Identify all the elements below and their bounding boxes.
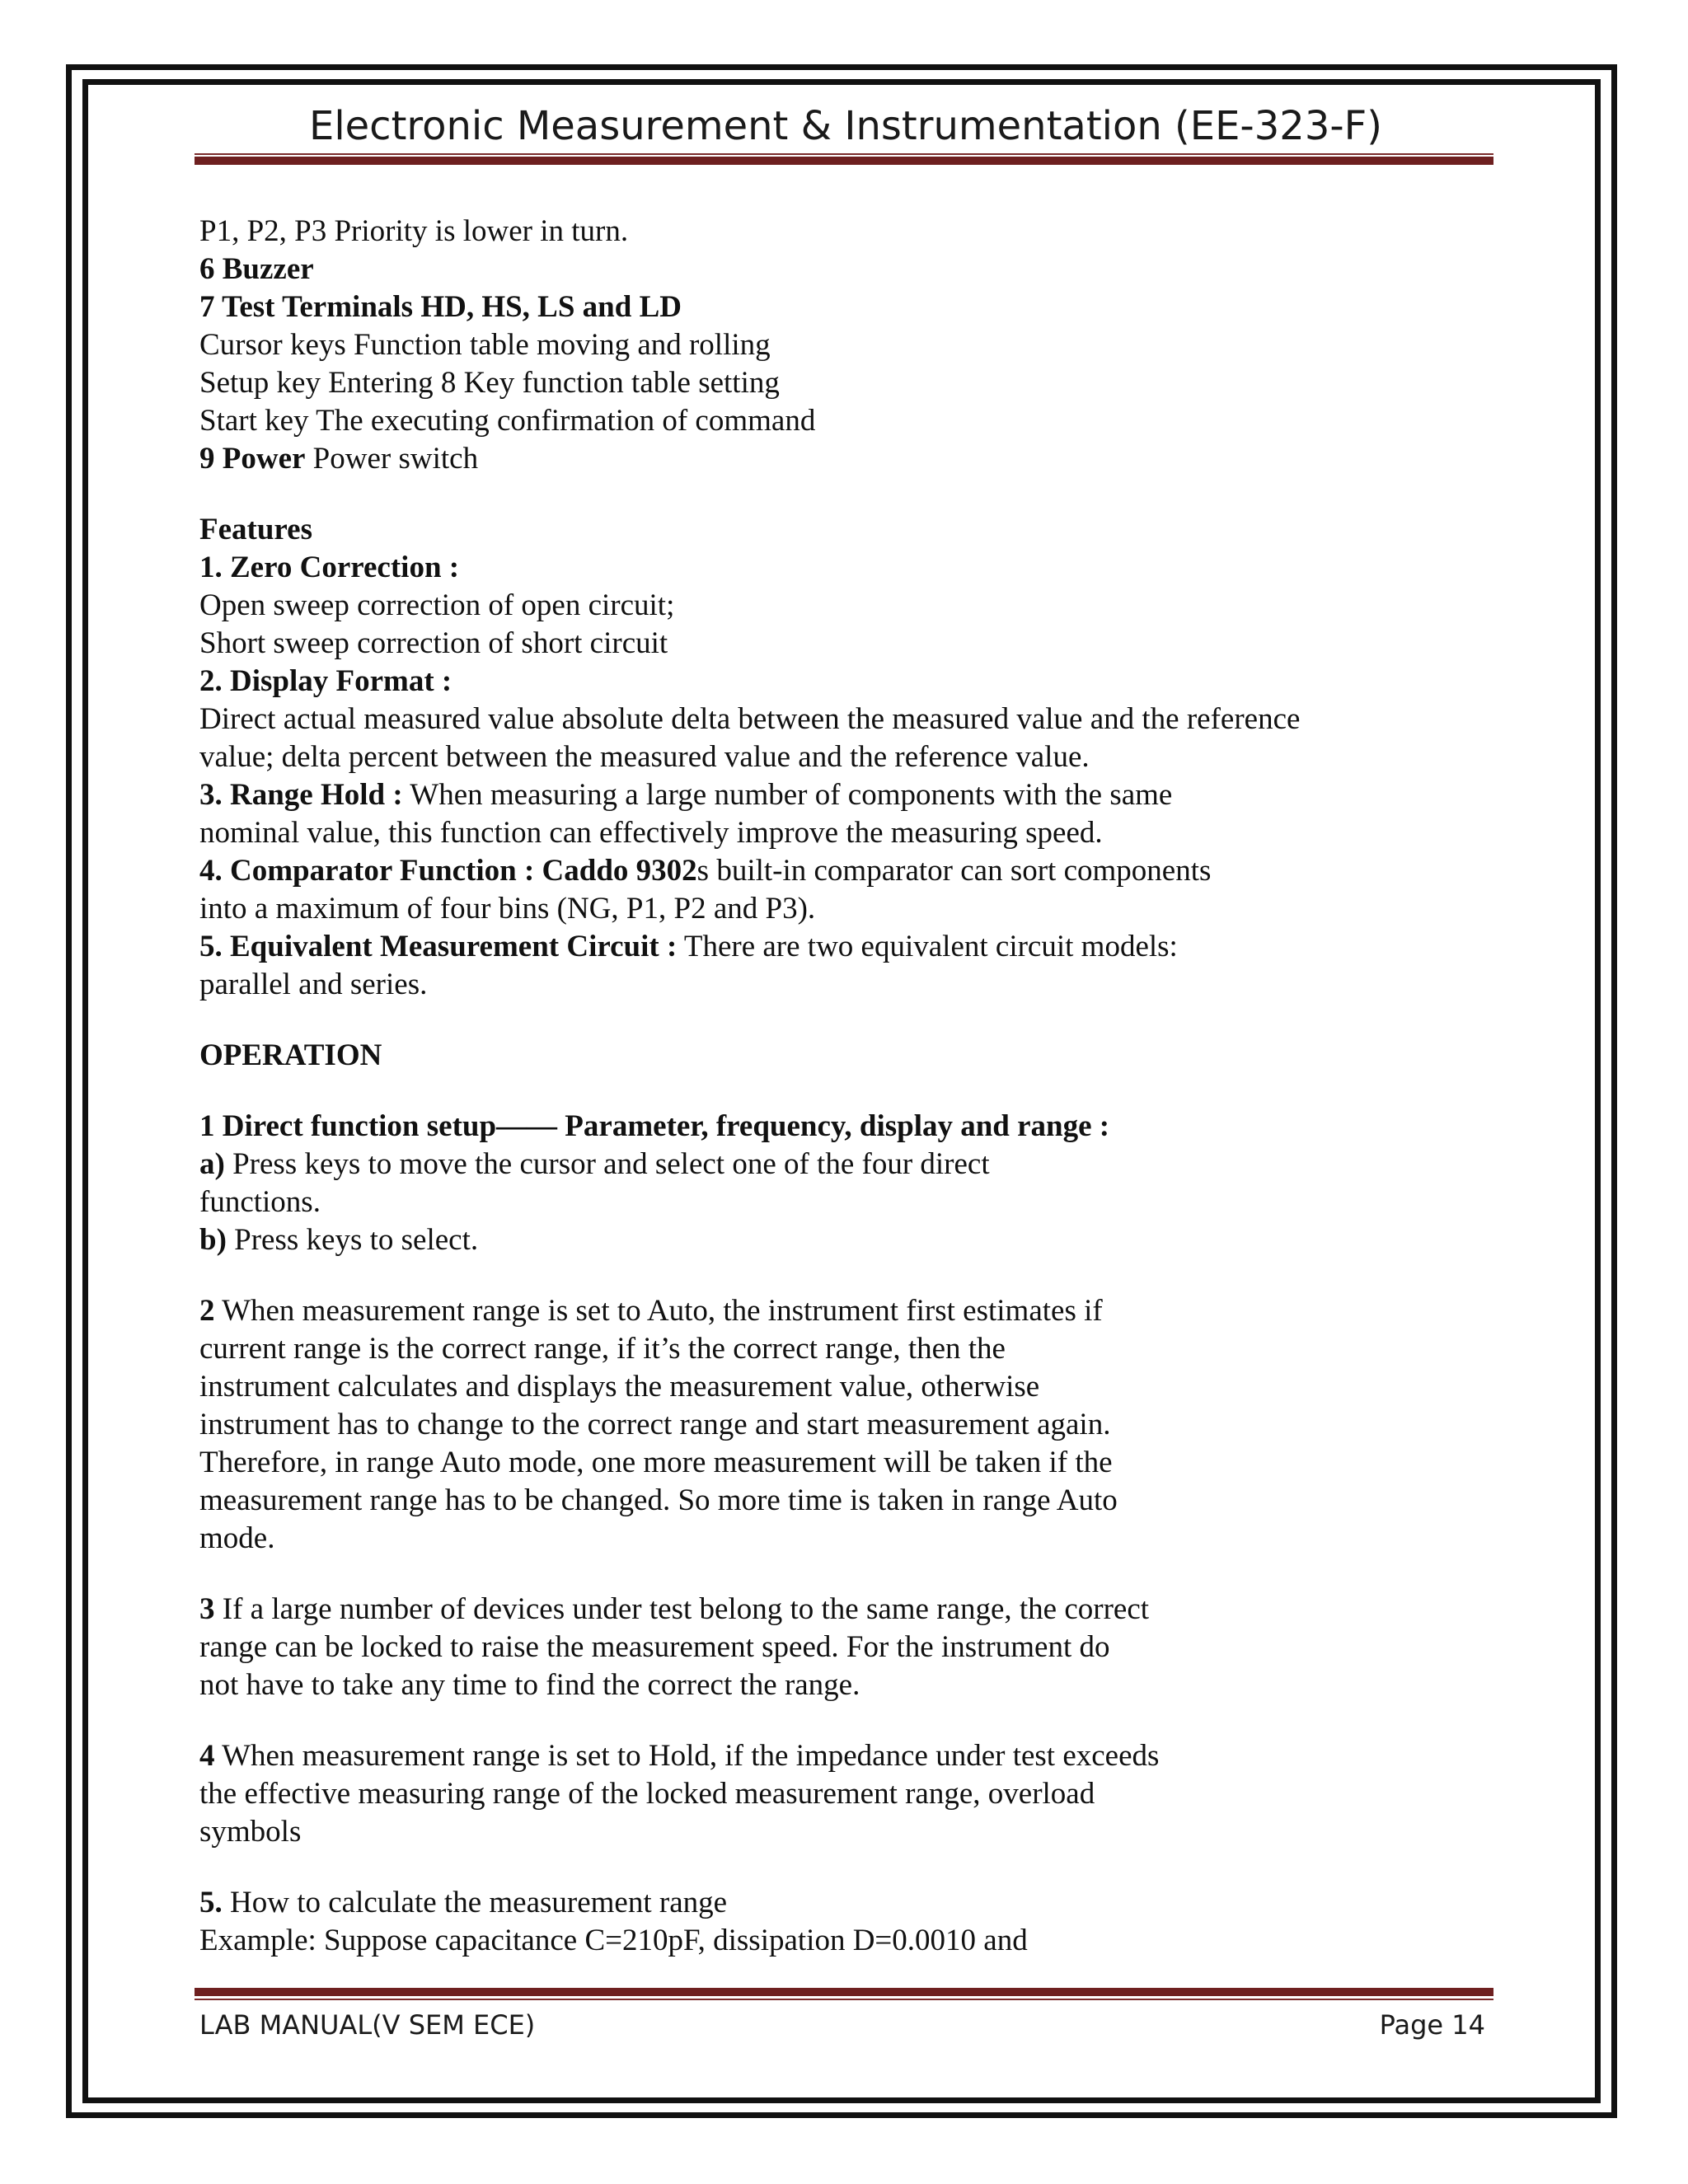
header-rule-thick [195,157,1493,165]
text-line: 3 If a large number of devices under test belong to the same range, the correct [199,1592,1150,1626]
text-line: symbols [199,1815,302,1849]
text-line: the effective measuring range of the locked measurement range, overload [199,1777,1095,1811]
section-heading-operation: OPERATION [199,1038,382,1072]
footer-page-number: Page 14 [1379,2009,1485,2041]
text-line: 4. Comparator Function : Caddo 9302s built-in comparator can sort components [199,854,1212,888]
text-line: nominal value, this function can effectively improve the measuring speed. [199,816,1103,850]
feature-heading: 2. Display Format : [199,664,452,698]
text-line: 9 Power Power switch [199,442,479,476]
item-heading: 7 Test Terminals HD, HS, LS and LD [199,290,682,324]
text-line: Start key The executing confirmation of command [199,404,816,438]
footer-rule-thin [195,1999,1493,2000]
text-line: P1, P2, P3 Priority is lower in turn. [199,214,629,248]
text-line: Short sweep correction of short circuit [199,626,668,660]
text-line: not have to take any time to find the correct the range. [199,1668,860,1702]
text-line: 4 When measurement range is set to Hold, if the impedance under test exceeds [199,1739,1160,1773]
text-line: a) Press keys to move the cursor and select one of the four direct [199,1147,990,1181]
text-line: mode. [199,1521,275,1555]
page-content [199,213,1485,1960]
text-line: value; delta percent between the measured value and the reference value. [199,740,1090,774]
header-title: Electronic Measurement & Instrumentation (EE-323-F) [308,103,1383,149]
text-line: Therefore, in range Auto mode, one more measurement will be taken if the [199,1446,1113,1479]
footer-manual-label: LAB MANUAL(V SEM ECE) [199,2009,536,2041]
text-line: instrument calculates and displays the measurement value, otherwise [199,1370,1040,1404]
header-rule-thin [195,153,1493,155]
text-line: 5. Equivalent Measurement Circuit : There are two equivalent circuit models: [199,930,1178,963]
text-line: Cursor keys Function table moving and rolling [199,328,771,362]
text-line: b) Press keys to select. [199,1223,479,1257]
text-line: Example: Suppose capacitance C=210pF, dissipation D=0.0010 and [199,1924,1028,1957]
text-line: instrument has to change to the correct range and start measurement again. [199,1408,1111,1441]
operation-step-heading: 1 Direct function setup—— Parameter, frequency, display and range : [199,1109,1110,1143]
text-line: into a maximum of four bins (NG, P1, P2 and P3). [199,892,816,926]
text-line: Direct actual measured value absolute delta between the measured value and the reference [199,702,1301,736]
footer-rule-thick [195,1988,1493,1996]
text-line: functions. [199,1185,321,1219]
feature-heading: 1. Zero Correction : [199,551,460,584]
section-heading-features: Features [199,513,312,546]
text-line: 2 When measurement range is set to Auto, the instrument first estimates if [199,1294,1103,1328]
text-line: Setup key Entering 8 Key function table setting [199,366,780,400]
text-line: 3. Range Hold : When measuring a large number of components with the same [199,778,1173,812]
text-line: parallel and series. [199,968,428,1001]
text-line: current range is the correct range, if it’s the correct range, then the [199,1332,1006,1366]
text-line: 5. How to calculate the measurement range [199,1886,728,1919]
item-heading: 6 Buzzer [199,252,314,286]
text-line: range can be locked to raise the measurement speed. For the instrument do [199,1630,1110,1664]
text-line: measurement range has to be changed. So more time is taken in range Auto [199,1483,1118,1517]
text-line: Open sweep correction of open circuit; [199,588,675,622]
